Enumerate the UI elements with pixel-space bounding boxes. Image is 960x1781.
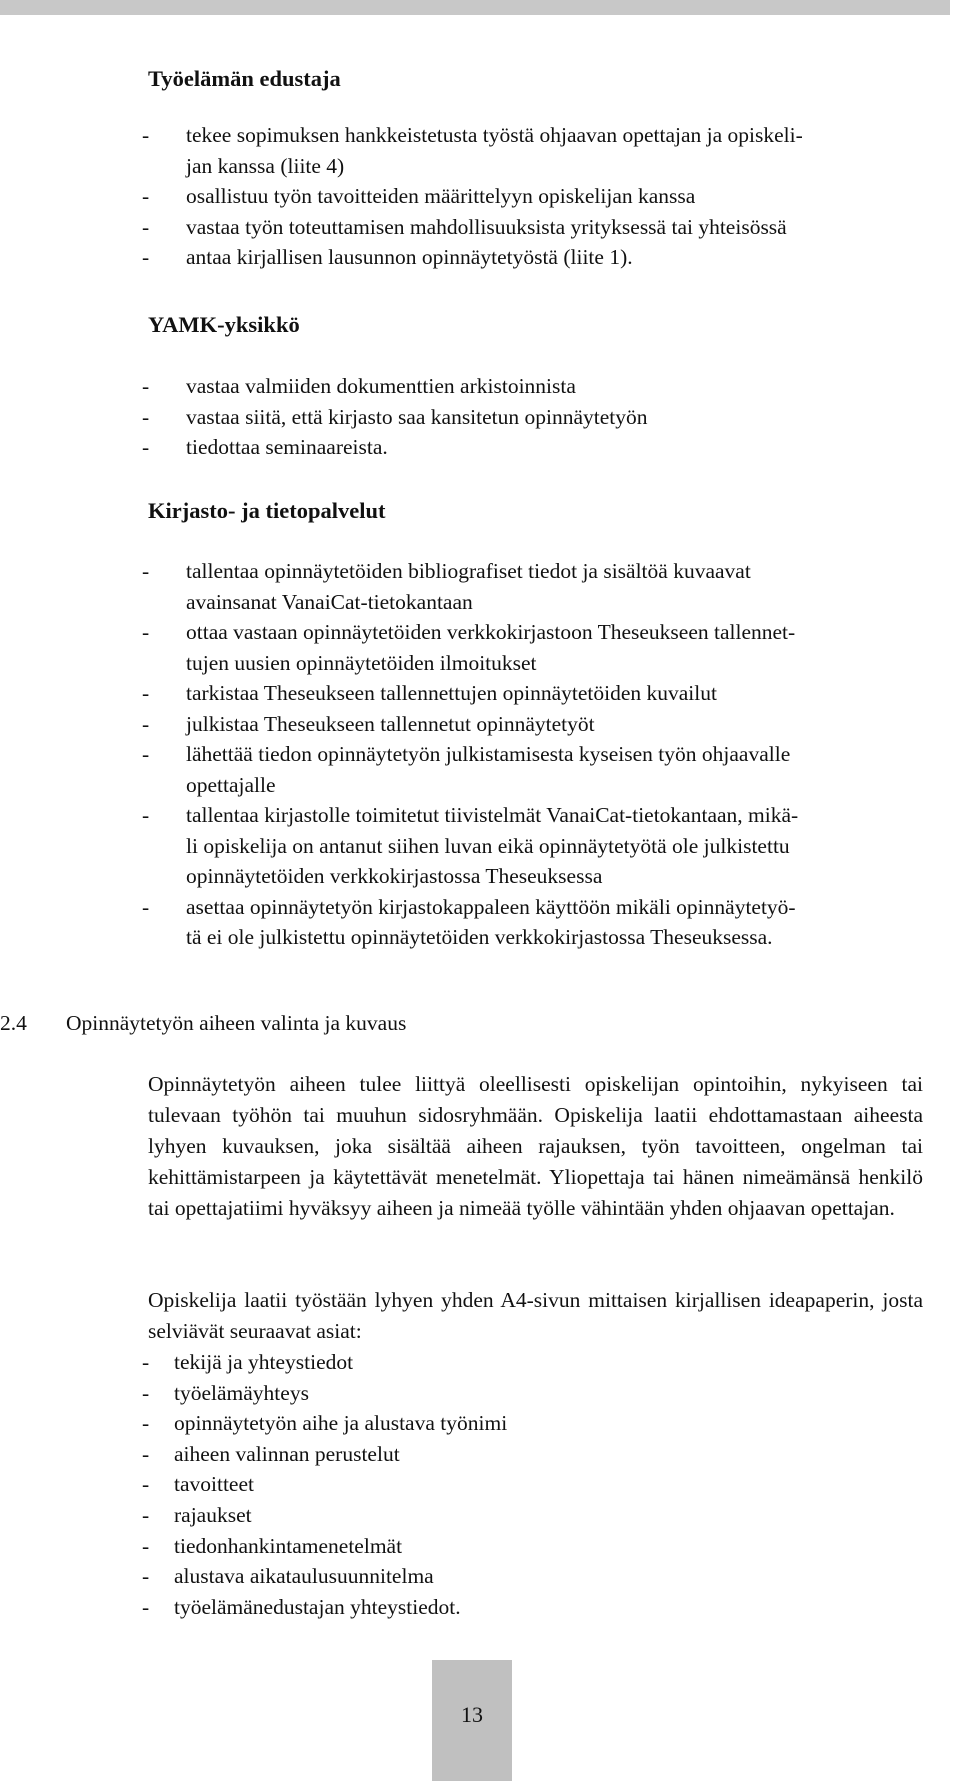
list-item-text: tarkistaa Theseukseen tallennettujen opinnäytetöiden kuvailut (186, 681, 717, 705)
list-dash: - (142, 1564, 150, 1589)
list-item-text: tavoitteet (174, 1472, 254, 1497)
list-dash: - (142, 711, 150, 736)
list-dash: - (142, 184, 150, 208)
list-item-text: antaa kirjallisen lausunnon opinnäytetyöstä (liite 1). (186, 245, 633, 269)
list-item (142, 1378, 742, 1409)
top-border-bar (0, 0, 950, 15)
page-number: 13 (461, 1702, 483, 1727)
heading-kirjasto-ja-tietopalvelut: Kirjasto- ja tietopalvelut (148, 498, 386, 523)
list-item-text: ottaa vastaan opinnäytetöiden verkkokirjastoon Theseukseen tallennet- tujen uusien opinnäytetöiden ilmoitukset (186, 620, 796, 675)
list-item-text: tallentaa kirjastolle toimitetut tiivistelmät VanaiCat-tietokantaan, mikä- li opiskelija on antanut siihen luvan eikä opinnäytetyötä ole julkistettu opinnäytetöiden verkkokirjastossa Theseuksessa (186, 803, 799, 888)
list-yamk-yksikko (142, 371, 922, 463)
list-item-text: vastaa siitä, että kirjasto saa kansitetun opinnäytetyön (186, 404, 648, 429)
list-item (142, 617, 922, 678)
list-dash: - (142, 742, 150, 766)
list-item (142, 1592, 742, 1623)
list-item (142, 892, 922, 953)
section-number: 2.4 (0, 1011, 27, 1035)
list-dash: - (142, 803, 150, 827)
list-dash: - (142, 620, 150, 644)
list-item-text: rajaukset (174, 1502, 252, 1527)
list-item-text: tiedottaa seminaareista. (186, 435, 388, 459)
list-item (142, 1439, 742, 1470)
list-dash: - (142, 214, 150, 239)
list-item-text: opinnäytetyön aihe ja alustava työnimi (174, 1411, 508, 1436)
list-item (142, 402, 922, 433)
list-dash: - (142, 681, 150, 705)
list-item-text: alustava aikataulusuunnitelma (174, 1564, 434, 1589)
list-item (142, 181, 922, 212)
list-dash: - (142, 245, 150, 269)
heading-yamk-yksikko: YAMK-yksikkö (148, 312, 300, 337)
list-item-text: tallentaa opinnäytetöiden bibliografiset tiedot ja sisältöä kuvaavat avainsanat VanaiCat-tietokantaan (186, 559, 751, 614)
list-item (142, 371, 922, 402)
paragraph-aiheen-valinta: Opinnäytetyön aiheen tulee liittyä oleellisesti opiskelijan opintoihin, nykyiseen tai tulevaan työhön tai muuhun sidosryhmään. Opiskelija laatii ehdottamastaan aiheesta lyhyen kuvauksen, joka sisältää aiheen rajauksen, työn tavoitteen, ongelman tai kehittämistarpeen ja käytettävät menetelmät. Yliopettaja tai hänen nimeämänsä henkilö tai opettajatiimi hyväksyy aiheen ja nimeää työlle vähintään yhden ohjaavan opettajan. (148, 1072, 923, 1220)
list-dash: - (142, 1502, 150, 1527)
list-item-text: tiedonhankintamenetelmät (174, 1533, 403, 1558)
list-dash: - (142, 1472, 150, 1497)
list-item (142, 120, 922, 181)
heading-tyoelaman-edustaja: Työelämän edustaja (148, 66, 341, 91)
list-dash: - (142, 1441, 150, 1466)
list-item-text: aiheen valinnan perustelut (174, 1441, 400, 1466)
list-item (142, 739, 922, 800)
list-item (142, 1561, 742, 1592)
list-tyoelaman-edustaja (142, 120, 922, 273)
list-item-text: asettaa opinnäytetyön kirjastokappaleen käyttöön mikäli opinnäytetyö- tä ei ole julkistettu opinnäytetöiden verkkokirjastossa Theseuksessa. (186, 894, 796, 949)
list-ideapaperi-asiat (142, 1347, 742, 1622)
list-item-text: vastaa valmiiden dokumenttien arkistoinnista (186, 374, 576, 398)
list-dash: - (142, 374, 150, 398)
list-dash: - (142, 1533, 150, 1558)
list-dash: - (142, 123, 150, 147)
list-item (142, 1408, 742, 1439)
list-dash: - (142, 1411, 150, 1436)
list-dash: - (142, 894, 150, 919)
list-kirjasto-ja-tietopalvelut (142, 556, 922, 953)
list-item (142, 432, 922, 463)
list-item (142, 1531, 742, 1562)
list-item-text: tekee sopimuksen hankkeistetusta työstä ohjaavan opettajan ja opiskeli- jan kanssa (liite 4) (186, 123, 803, 178)
paragraph-ideapaperi: Opiskelija laatii työstään lyhyen yhden A4-sivun mittaisen kirjallisen ideapaperin, josta selviävät seuraavat asiat: (148, 1288, 923, 1343)
list-item-text: työelämänedustajan yhteystiedot. (174, 1594, 461, 1619)
list-item-text: lähettää tiedon opinnäytetyön julkistamisesta kyseisen työn ohjaavalle opettajalle (186, 742, 791, 797)
page-number-box (432, 1660, 512, 1781)
list-item-text: julkistaa Theseukseen tallennetut opinnäytetyöt (186, 711, 595, 736)
list-item-text: osallistuu työn tavoitteiden määrittelyyn opiskelijan kanssa (186, 184, 696, 208)
section-title: Opinnäytetyön aiheen valinta ja kuvaus (66, 1011, 407, 1035)
list-dash: - (142, 1380, 150, 1405)
list-item (142, 800, 922, 892)
list-dash: - (142, 404, 150, 429)
list-item (142, 212, 922, 243)
list-item (142, 1500, 742, 1531)
list-item-text: vastaa työn toteuttamisen mahdollisuuksista yrityksessä tai yhteisössä (186, 214, 787, 239)
list-item (142, 242, 922, 273)
list-item-text: työelämäyhteys (174, 1380, 309, 1405)
list-item (142, 678, 922, 709)
list-dash: - (142, 435, 150, 459)
list-item (142, 1469, 742, 1500)
list-dash: - (142, 1594, 150, 1619)
list-item (142, 709, 922, 740)
list-dash: - (142, 559, 150, 583)
list-dash: - (142, 1350, 150, 1374)
list-item (142, 1347, 742, 1378)
list-item-text: tekijä ja yhteystiedot (174, 1350, 354, 1374)
list-item (142, 556, 922, 617)
